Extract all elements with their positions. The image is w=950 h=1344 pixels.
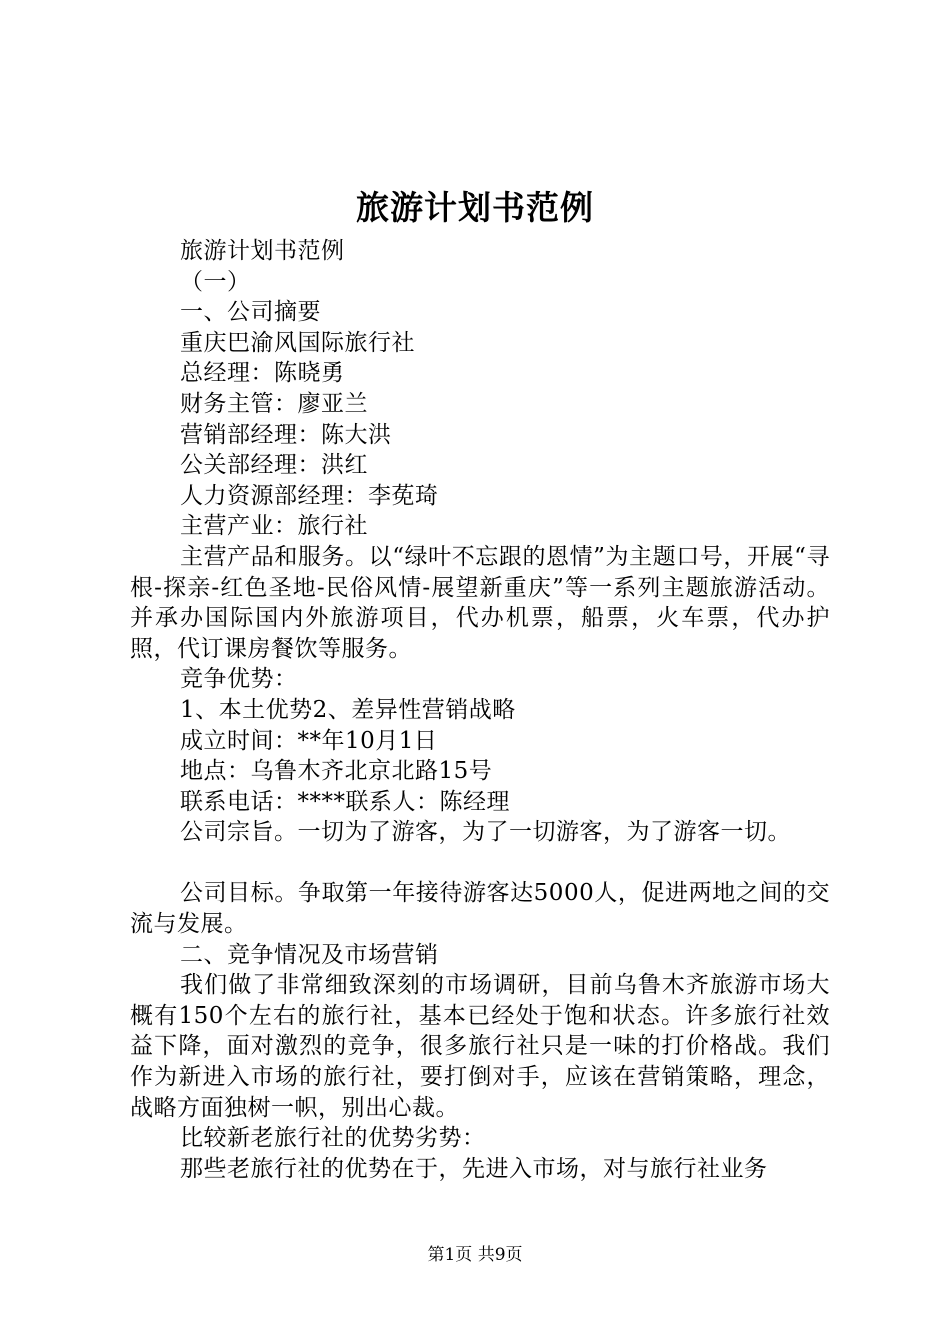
- document-body: [130, 236, 830, 1184]
- paragraph: 旅游计划书范例: [180, 238, 345, 264]
- paragraph: 公司宗旨。一切为了游客，为了一切游客，为了游客一切。: [180, 819, 791, 846]
- paragraph: 公关部经理：洪红: [180, 452, 368, 479]
- paragraph: 总经理：陈晓勇: [180, 360, 345, 387]
- paragraph: 地点：乌鲁木齐北京北路15号: [180, 758, 493, 785]
- page-footer: 第1页 共9页: [427, 1245, 523, 1265]
- paragraph: 那些老旅行社的优势在于，先进入市场，对与旅行社业务: [180, 1155, 768, 1182]
- section-heading: 一、公司摘要: [180, 299, 321, 326]
- paragraph: 我们做了非常细致深刻的市场调研，目前乌鲁木齐旅游市场大概有150个左右的旅行社，基本已经处于饱和状态。许多旅行社效益下降，面对激烈的竞争，很多旅行社只是一味的打价格战。我们作为新进入市场的旅行社，要打倒对手，应该在营销策略，理念，战略方面独树一帜，别出心裁。: [130, 972, 830, 1121]
- paragraph: 主营产业：旅行社: [180, 513, 368, 540]
- paragraph: 比较新老旅行社的优势劣势：: [180, 1125, 486, 1152]
- paragraph: 1、本土优势2、差异性营销战略: [180, 696, 516, 723]
- paragraph: 人力资源部经理：李莬琦: [180, 482, 439, 509]
- paragraph: （一）: [180, 268, 251, 295]
- paragraph: 公司目标。争取第一年接待游客达5000人，促进两地之间的交流与发展。: [130, 880, 830, 938]
- paragraph: 营销部经理：陈大洪: [180, 421, 392, 448]
- paragraph: 成立时间：**年10月1日: [180, 727, 438, 754]
- paragraph: 竞争优势：: [180, 666, 298, 693]
- section-heading: 二、竞争情况及市场营销: [180, 941, 439, 968]
- paragraph: 重庆巴渝风国际旅行社: [180, 329, 415, 356]
- blank-line: [130, 848, 830, 879]
- paragraph: 财务主管：廖亚兰: [180, 390, 368, 417]
- paragraph: 主营产品和服务。以“绿叶不忘跟的恩情”为主题口号，开展“寻根-探亲-红色圣地-民俗风情-展望新重庆”等一系列主题旅游活动。并承办国际国内外旅游项目，代办机票，船票，火车票，代办护照，代订课房餐饮等服务。: [130, 543, 830, 662]
- paragraph: 联系电话：****联系人：陈经理: [180, 788, 510, 815]
- document-title: 旅游计划书范例: [356, 188, 594, 227]
